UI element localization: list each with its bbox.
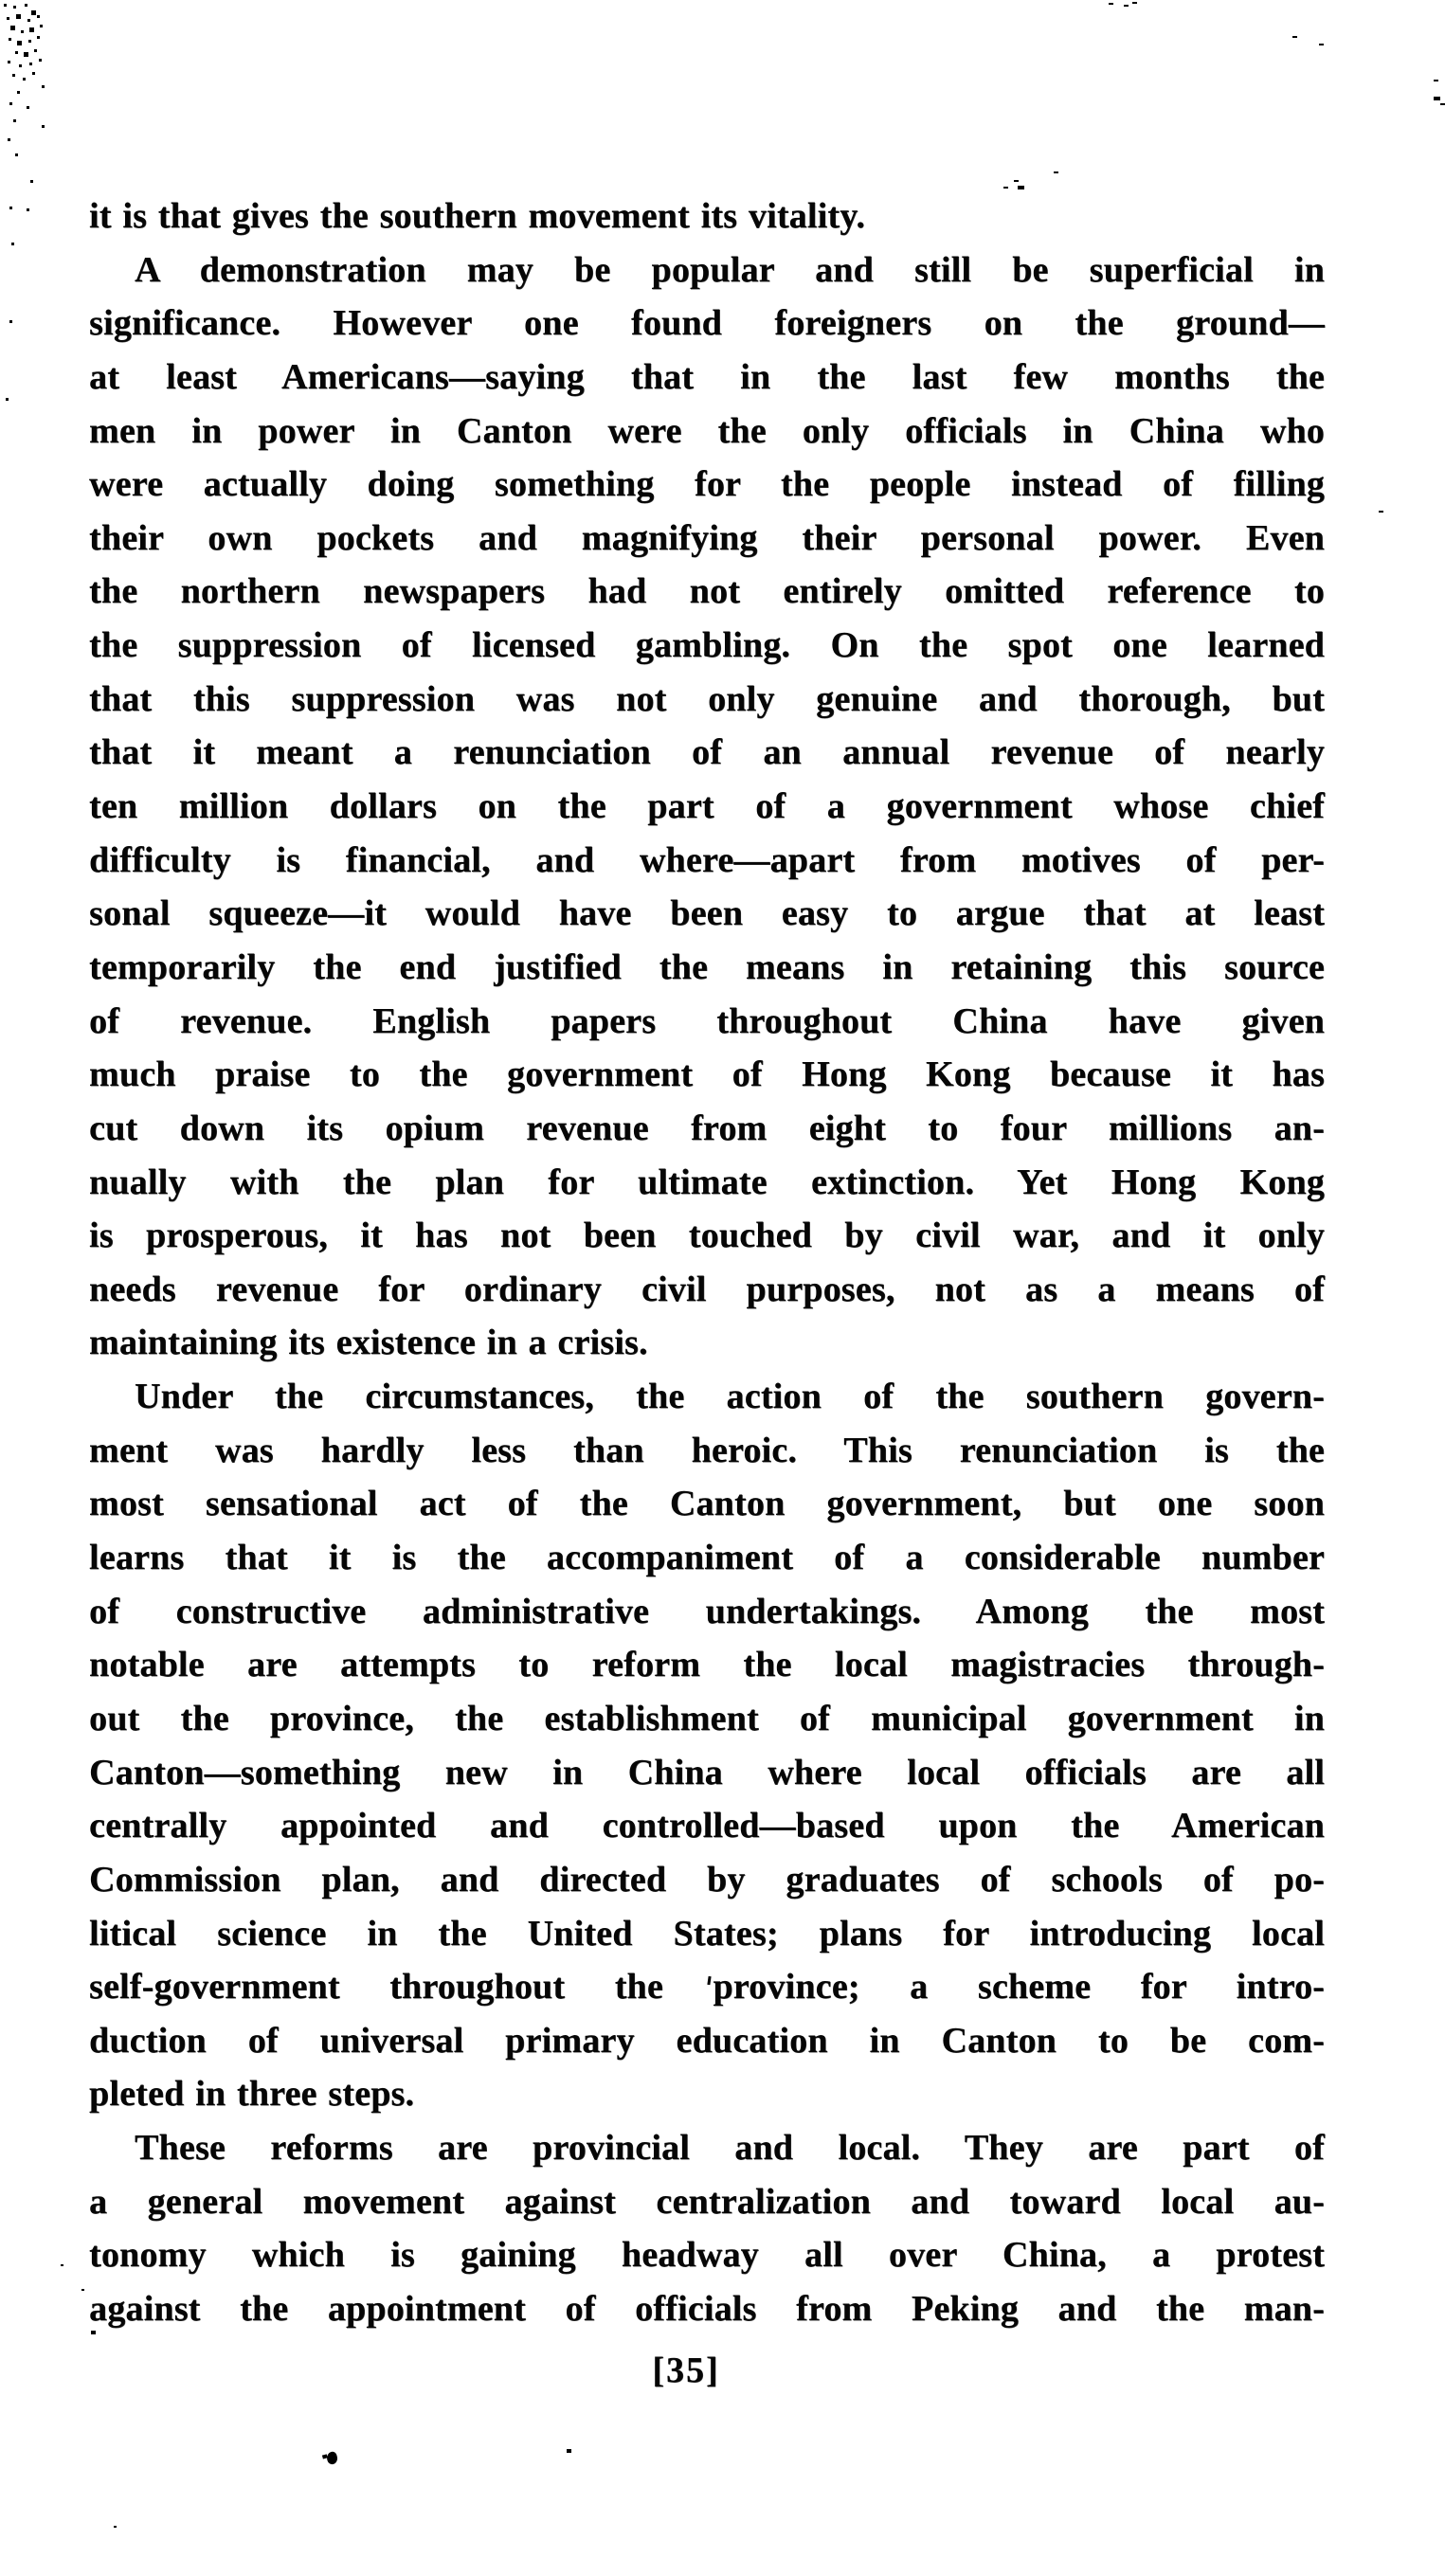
text-line: it is that gives the southern movement its vitality. bbox=[89, 196, 866, 236]
text-line: learns that it is the accompaniment of a considerable number bbox=[89, 1538, 1325, 1578]
ink-blob bbox=[326, 2451, 339, 2465]
text-line: Under the circumstances, the action of the southern govern- bbox=[135, 1377, 1325, 1417]
text-line: duction of universal primary education in Canton to be com- bbox=[89, 2020, 1325, 2061]
text-line: difficulty is financial, and where—apart from motives of per- bbox=[89, 839, 1325, 880]
text-line: were actually doing something for the people instead of filling bbox=[89, 464, 1325, 505]
page-number: [35] bbox=[652, 2351, 720, 2390]
text-line: needs revenue for ordinary civil purposes, not as a means of bbox=[89, 1269, 1325, 1309]
text-line: a general movement against centralization and toward local au- bbox=[89, 2181, 1325, 2222]
text-line: A demonstration may be popular and still be superficial in bbox=[135, 249, 1325, 290]
text-line: against the appointment of officials from Peking and the man- bbox=[89, 2288, 1325, 2329]
text-line: their own pockets and magnifying their personal power. Even bbox=[89, 517, 1325, 558]
text-line: Commission plan, and directed by graduates of schools of po- bbox=[89, 1859, 1325, 1900]
text-line: of constructive administrative undertakings. Among the most bbox=[89, 1591, 1325, 1631]
text-line: is prosperous, it has not been touched by civil war, and it only bbox=[89, 1216, 1325, 1256]
text-line: that it meant a renunciation of an annual revenue of nearly bbox=[89, 732, 1325, 773]
text-line: tonomy which is gaining headway all over China, a protest bbox=[89, 2235, 1325, 2276]
text-line: the suppression of licensed gambling. On the spot one learned bbox=[89, 625, 1325, 666]
text-line: that this suppression was not only genuine and thorough, but bbox=[89, 678, 1325, 719]
text-line: Canton—something new in China where local officials are all bbox=[89, 1752, 1325, 1792]
text-line: nually with the plan for ultimate extinction. Yet Hong Kong bbox=[89, 1162, 1325, 1202]
text-line: litical science in the United States; plans for introducing local bbox=[89, 1913, 1325, 1954]
text-line: notable are attempts to reform the local magistracies through- bbox=[89, 1645, 1325, 1685]
text-line: sonal squeeze—it would have been easy to argue that at least bbox=[89, 893, 1325, 934]
text-line: significance. However one found foreigners on the ground— bbox=[89, 303, 1325, 344]
page-text bbox=[89, 189, 1325, 2336]
scan-noise-bottom-left bbox=[61, 2264, 63, 2266]
text-line: much praise to the government of Hong Kong because it has bbox=[89, 1054, 1325, 1095]
text-line: ment was hardly less than heroic. This renunciation is the bbox=[89, 1430, 1325, 1470]
scan-noise-top-left bbox=[4, 4, 7, 7]
text-line: maintaining its existence in a crisis. bbox=[89, 1323, 648, 1363]
text-line: self-government throughout the province; a scheme for intro- bbox=[89, 1967, 1325, 2008]
text-line: These reforms are provincial and local. They are part of bbox=[135, 2128, 1325, 2169]
text-line: temporarily the end justified the means in retaining this source bbox=[89, 946, 1325, 987]
text-line: pleted in three steps. bbox=[89, 2074, 415, 2115]
text-line: out the province, the establishment of municipal government in bbox=[89, 1698, 1325, 1738]
scan-noise-top-right bbox=[1109, 3, 1113, 5]
text-line: ten million dollars on the part of a government whose chief bbox=[89, 786, 1325, 827]
text-line: most sensational act of the Canton government, but one soon bbox=[89, 1484, 1325, 1524]
text-line: at least Americans—saying that in the last few months the bbox=[89, 356, 1325, 397]
text-line: of revenue. English papers throughout China have given bbox=[89, 1000, 1325, 1041]
text-line: cut down its opium revenue from eight to four millions an- bbox=[89, 1108, 1325, 1148]
text-line: men in power in Canton were the only officials in China who bbox=[89, 410, 1325, 451]
text-line: centrally appointed and controlled—based upon the American bbox=[89, 1806, 1325, 1846]
text-line: the northern newspapers had not entirely omitted reference to bbox=[89, 571, 1325, 612]
